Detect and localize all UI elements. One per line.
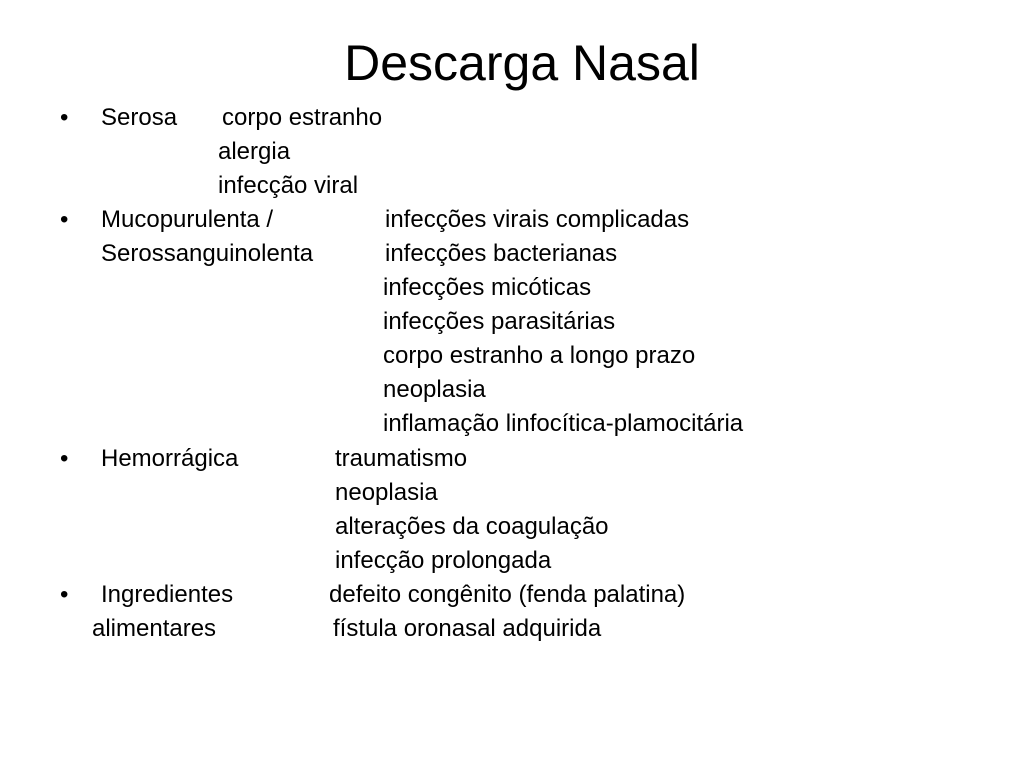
cause-item: inflamação linfocítica-plamocitária bbox=[383, 410, 744, 437]
slide-title: Descarga Nasal bbox=[344, 35, 700, 91]
bullet-marker: • bbox=[60, 445, 69, 472]
cause-item: neoplasia bbox=[383, 376, 486, 403]
cause-item: infecção prolongada bbox=[335, 547, 552, 574]
item-label-hemorragica: Hemorrágica bbox=[101, 445, 239, 472]
cause-item: alergia bbox=[218, 138, 291, 165]
cause-item: infecção viral bbox=[218, 172, 359, 199]
bullet-marker: • bbox=[60, 581, 69, 608]
cause-item: neoplasia bbox=[335, 479, 438, 506]
item-label-ingredientes: Ingredientes bbox=[101, 581, 234, 608]
cause-item: corpo estranho a longo prazo bbox=[383, 342, 696, 369]
item-label-mucopurulenta: Mucopurulenta / bbox=[101, 206, 274, 233]
item-label-alimentares: alimentares bbox=[92, 615, 217, 642]
cause-item: alterações da coagulação bbox=[335, 513, 609, 540]
cause-item: corpo estranho bbox=[222, 104, 383, 131]
cause-item: traumatismo bbox=[335, 445, 468, 472]
bullet-marker: • bbox=[60, 206, 69, 233]
item-label-serosa: Serosa bbox=[101, 104, 178, 131]
cause-item: fístula oronasal adquirida bbox=[333, 615, 602, 642]
cause-item: infecções parasitárias bbox=[383, 308, 616, 335]
cause-item: infecções bacterianas bbox=[385, 240, 618, 267]
cause-item: infecções virais complicadas bbox=[385, 206, 690, 233]
cause-item: infecções micóticas bbox=[383, 274, 592, 301]
bullet-marker: • bbox=[60, 104, 69, 131]
cause-item: defeito congênito (fenda palatina) bbox=[329, 581, 686, 608]
item-label-serossanguinolenta: Serossanguinolenta bbox=[101, 240, 314, 267]
